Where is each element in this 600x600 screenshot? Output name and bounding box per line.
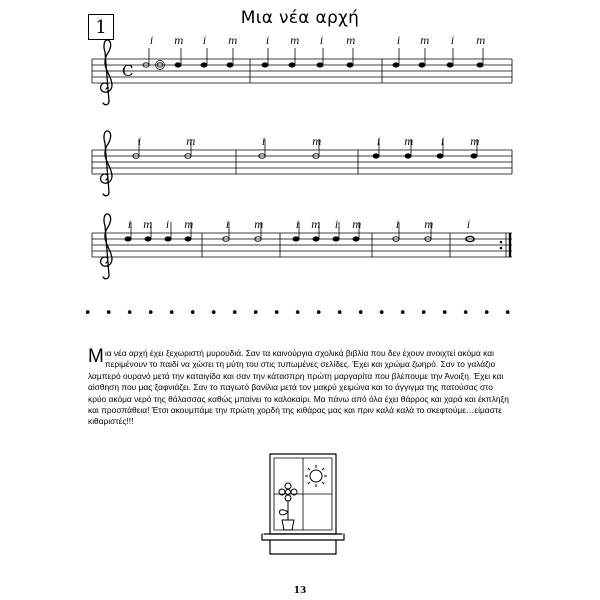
story-paragraph — [88, 348, 512, 428]
finger-label: m — [174, 36, 184, 47]
finger-label: i — [451, 36, 455, 47]
dot-separator: • • • • • • • • • • • • • • • • • • • • • — [83, 306, 517, 321]
flower-icon — [279, 483, 297, 530]
finger-label: m — [186, 137, 196, 148]
finger-label: m — [404, 137, 414, 148]
finger-label: m — [184, 220, 194, 231]
finger-label: m — [312, 137, 322, 148]
drop-cap: Μ — [88, 346, 104, 367]
finger-label: i — [166, 220, 170, 231]
finger-label: m — [420, 36, 430, 47]
page-number: 13 — [293, 586, 307, 596]
staff-system-2 — [92, 131, 512, 196]
finger-label: m — [290, 36, 300, 47]
finger-label: m — [470, 137, 480, 148]
finger-label: i — [335, 220, 339, 231]
page-title: Μια νέα αρχή — [240, 8, 360, 28]
finger-label: i — [377, 137, 381, 148]
finger-label: i — [296, 220, 300, 231]
finger-label: i — [138, 137, 142, 148]
finger-label: m — [352, 220, 362, 231]
finger-label: m — [311, 220, 321, 231]
treble-clef-icon — [101, 131, 112, 196]
finger-label: m — [143, 220, 153, 231]
treble-clef-icon — [101, 214, 112, 279]
lesson-number: 1 — [95, 16, 107, 38]
staff-system-1 — [92, 36, 512, 105]
finger-label: i — [396, 220, 400, 231]
treble-clef-icon — [101, 40, 112, 105]
finger-label: i — [226, 220, 230, 231]
finger-label: i — [266, 36, 270, 47]
finger-label: i — [203, 36, 207, 47]
finger-label: i — [320, 36, 324, 47]
finger-label: m — [424, 220, 434, 231]
finger-label: i — [150, 36, 154, 47]
window-illustration — [260, 450, 348, 560]
finger-label: m — [476, 36, 486, 47]
finger-label: i — [467, 220, 471, 231]
finger-label: i — [397, 36, 401, 47]
sun-icon — [305, 465, 327, 487]
staff-system-3 — [92, 214, 512, 279]
finger-label: i — [128, 220, 132, 231]
story-text: ια νέα αρχή έχει ξεχωριστή μυρουδιά. Σαν τα καινούργια σχολικά βιβλία που δεν έχουν ανοιχτεί ακόμα και περιμένουν το παιδί να χώσει τη μύτη του στις τυπωμένες σελίδες. Έχει και χρώμα ζωηρό. Σαν το γαλάζιο λαμπερό ουρανό μετά την καταιγίδα και σαν την κάτασπρη πρώτη μαργαρίτα που βλέπουμε την Άνοιξη. Έχει και αίσθηση που μας ξαφνιάζει. Σαν το παγωτό βανίλια μετά τον μακρύ χειμώνα και το άγγιγμα της πατούσας στο κρύο ακόμα νερό της θάλασσας καθώς μπαίνει το καλοκαίρι. Μα πάνω από όλα έχει θάρρος και χαρά και έκπληξη και προσπάθεια! Έτσι ακουμπάμε την πρώτη χορδή της κιθάρας μας και πριν καλά καλά το σκεφτούμε…είμαστε κιθαριστές!!! — [88, 348, 509, 427]
finger-label: m — [254, 220, 264, 231]
finger-label: m — [228, 36, 238, 47]
time-signature: C — [122, 62, 134, 80]
finger-label: m — [346, 36, 356, 47]
finger-label: i — [441, 137, 445, 148]
finger-label: i — [262, 137, 266, 148]
